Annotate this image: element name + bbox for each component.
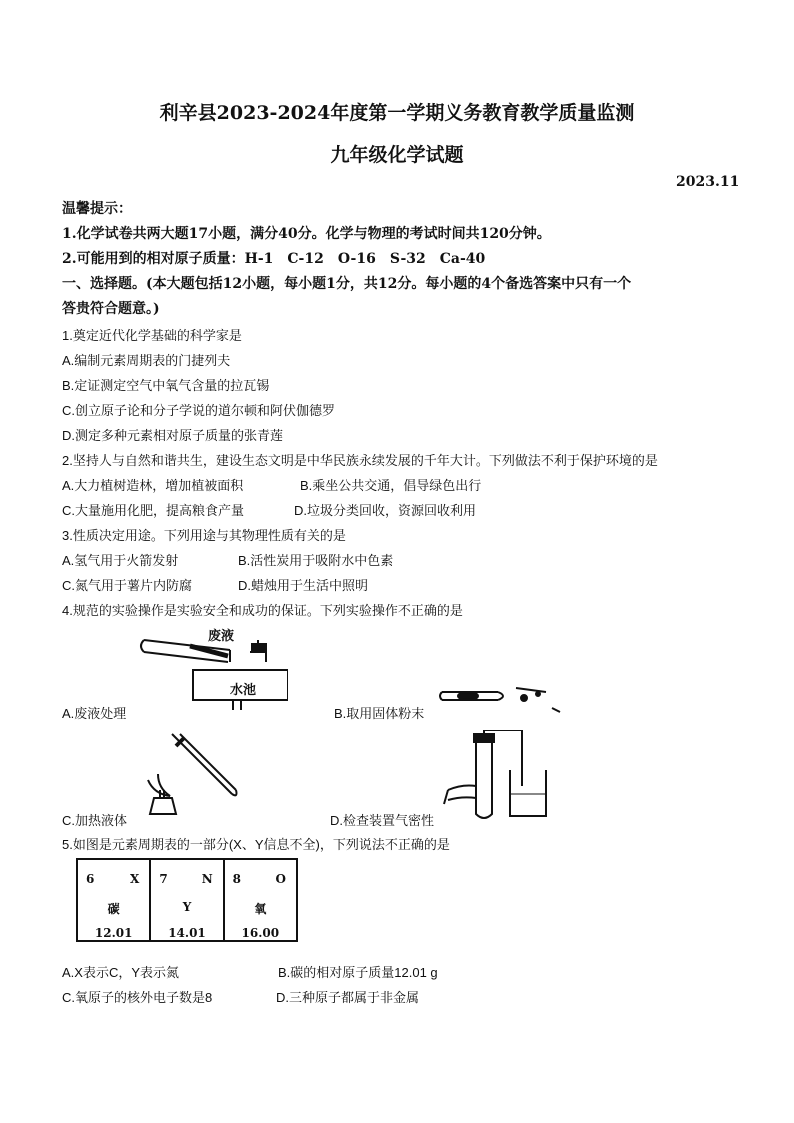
question-1-option-c: C.创立原子论和分子学说的道尔顿和阿伏伽德罗 [62,403,336,418]
waste-disposal-figure [138,622,288,712]
question-1-option-b: B.定证测定空气中氧气含量的拉瓦锡 [62,378,270,393]
question-5-stem: 5.如图是元素周期表的一部分(X、Y信息不全)，下列说法不正确的是 [62,837,450,852]
element-cell-oxygen [225,860,296,940]
sink-label: 水池 [230,683,257,698]
question-1-option-d: D.测定多种元素相对原子质量的张青莲 [62,428,284,443]
question-4-option-a: A.废液处理 [62,706,127,721]
element-cell-nitrogen [151,860,224,940]
question-5-option-c: C.氧原子的核外电子数是8 [62,990,213,1005]
notes-line-1: 1.化学试卷共两大题17小题，满分40分。化学与物理的考试时间共120分钟。 [62,226,551,242]
exam-subtitle: 九年级化学试题 [330,144,464,166]
atomic-number: 8 [232,872,242,886]
question-2-stem: 2.坚持人与自然和谐共生，建设生态文明是中华民族永续发展的千年大计。下列做法不利于保护环境的是 [62,453,658,468]
question-3-option-d: D.蜡烛用于生活中照明 [238,578,369,593]
solid-powder-figure [438,678,564,714]
periodic-table-fragment [76,858,298,942]
atomic-number: 7 [159,872,168,886]
question-2-option-a: A.大力植树造林，增加植被面积 [62,478,244,493]
atomic-number: 6 [86,872,95,886]
question-4-option-b: B.取用固体粉末 [334,706,425,721]
notes-heading: 温馨提示： [62,201,132,217]
element-cell-carbon [78,860,151,940]
element-symbol: X [130,872,140,886]
atomic-mass: 14.01 [168,926,206,940]
section-heading-line-2: 答贵符合题意。) [62,301,160,317]
element-name: 氧 [254,902,267,916]
heating-liquid-figure [140,730,240,820]
section-heading-line-1: 一、选择题。(本大题包括12小题，每小题1分，共12分。每小题的4个备选答案中只有一个 [62,276,632,292]
question-3-stem: 3.性质决定用途。下列用途与其物理性质有关的是 [62,528,346,543]
exam-title: 利辛县2023-2024年度第一学期义务教育教学质量监测 [159,102,635,124]
element-symbol: N [201,872,213,886]
question-2-option-c: C.大量施用化肥，提高粮食产量 [62,503,245,518]
question-2-option-b: B.乘坐公共交通，倡导绿色出行 [300,478,482,493]
question-5-option-d: D.三种原子都属于非金属 [276,990,420,1005]
question-4-option-c: C.加热液体 [62,813,128,828]
question-3-option-c: C.氮气用于薯片内防腐 [62,578,193,593]
element-symbol: O [275,872,286,886]
question-4-stem: 4.规范的实验操作是实验安全和成功的保证。下列实验操作不正确的是 [62,603,463,618]
atomic-mass: 12.01 [94,926,133,940]
question-5-option-a: A.X表示C，Y表示氮 [62,965,180,980]
waste-liquid-label: 废液 [208,629,235,644]
question-1-option-a: A.编制元素周期表的门捷列夫 [62,353,231,368]
airtightness-check-figure [442,730,552,822]
question-3-option-b: B.活性炭用于吸附水中色素 [238,553,394,568]
question-4-option-d: D.检查装置气密性 [330,813,435,828]
notes-line-2: 2.可能用到的相对原子质量：H-1 C-12 O-16 S-32 Ca-40 [62,251,486,267]
question-1-stem: 1.奠定近代化学基础的科学家是 [62,328,242,343]
element-name: 碳 [107,902,120,916]
atomic-mass: 16.00 [241,926,280,940]
question-2-option-d: D.垃圾分类回收，资源回收利用 [294,503,477,518]
question-5-option-b: B.碳的相对原子质量12.01 g [278,965,438,980]
question-3-option-a: A.氢气用于火箭发射 [62,553,179,568]
element-name: Y [182,900,192,914]
exam-date: 2023.11 [676,174,740,190]
